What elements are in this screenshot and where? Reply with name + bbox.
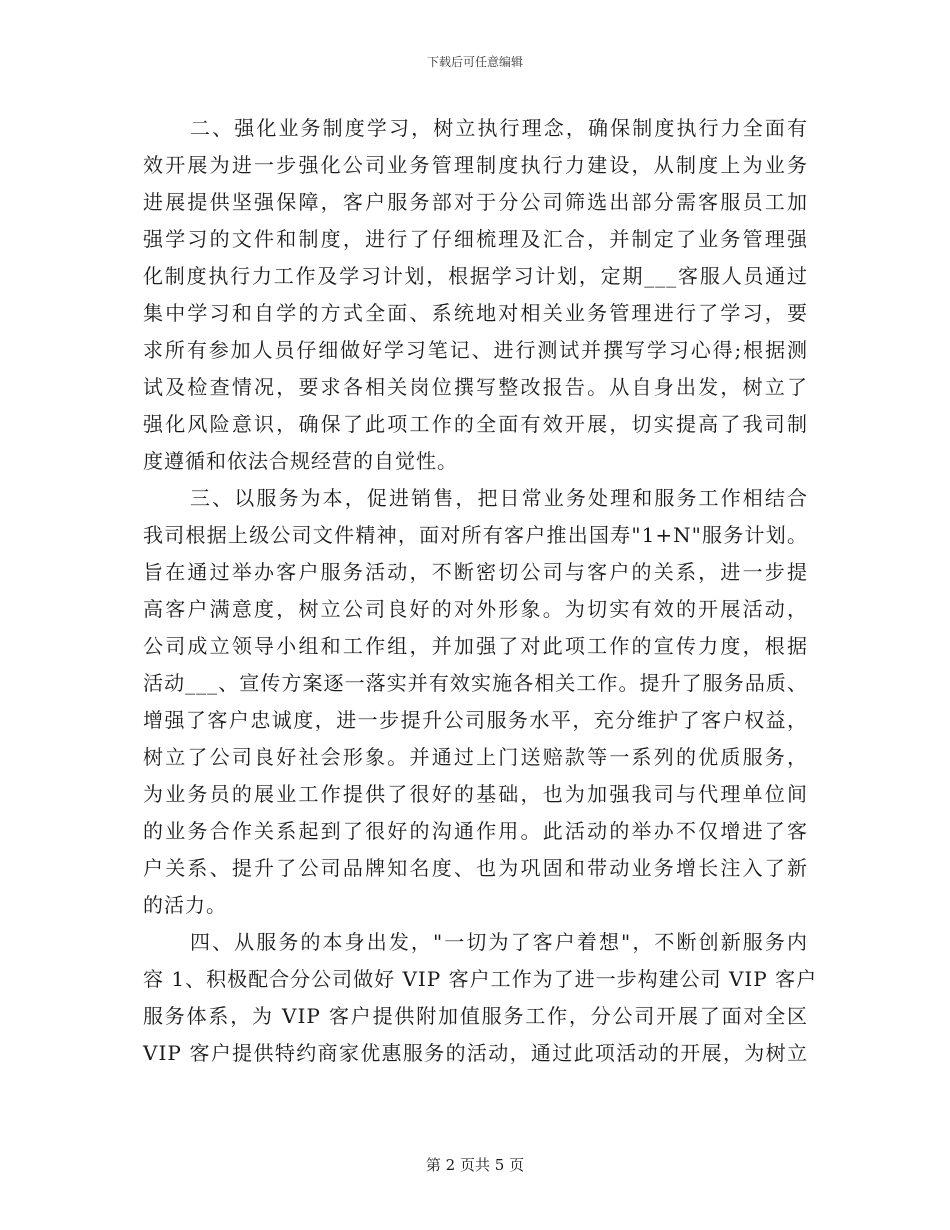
body-line: 二、强化业务制度学习，树立执行理念，确保制度执行力全面有: [190, 116, 808, 140]
body-line: 树立了公司良好社会形象。并通过上门送赔款等一系列的优质服务，: [143, 745, 808, 769]
body-line: 旨在通过举办客户服务活动，不断密切公司与客户的关系，进一步提: [143, 560, 808, 584]
document-body: [143, 110, 818, 1072]
body-line: 增强了客户忠诚度，进一步提升公司服务水平，充分维护了客户权益，: [143, 708, 808, 732]
body-line: 集中学习和自学的方式全面、系统地对相关业务管理进行了学习，要: [143, 301, 808, 325]
body-line: 活动___、宣传方案逐一落实并有效实施各相关工作。提升了服务品质、: [143, 671, 808, 695]
body-line: 为业务员的展业工作提供了很好的基础，也为加强我司与代理单位间: [143, 782, 808, 806]
body-line: 我司根据上级公司文件精神，面对所有客户推出国寿"1+N"服务计划。: [143, 523, 808, 547]
body-line: 公司成立领导小组和工作组，并加强了对此项工作的宣传力度，根据: [143, 634, 808, 658]
header-note: 下载后可任意编辑: [426, 55, 523, 69]
body-line: VIP 客户提供特约商家优惠服务的活动，通过此项活动的开展，为树立: [143, 1041, 808, 1065]
body-line: 服务体系，为 VIP 客户提供附加值服务工作，分公司开展了面对全区: [143, 1004, 808, 1028]
body-line: 的业务合作关系起到了很好的沟通作用。此活动的举办不仅增进了客: [143, 819, 808, 843]
body-line: 试及检查情况，要求各相关岗位撰写整改报告。从自身出发，树立了: [143, 375, 808, 399]
body-line: 求所有参加人员仔细做好学习笔记、进行测试并撰写学习心得;根据测: [143, 338, 808, 362]
body-line: 高客户满意度，树立公司良好的对外形象。为切实有效的开展活动，: [143, 597, 808, 621]
body-line: 三、以服务为本，促进销售，把日常业务处理和服务工作相结合: [190, 486, 808, 510]
paragraph-service-innovation: [143, 924, 818, 1072]
page-number: 第 2 页共 5 页: [425, 1156, 525, 1174]
paragraph-service-sales: [143, 480, 808, 924]
body-line: 度遵循和依法合规经营的自觉性。: [143, 449, 458, 473]
body-line: 户关系、提升了公司品牌知名度、也为巩固和带动业务增长注入了新: [143, 856, 808, 880]
body-line: 效开展为进一步强化公司业务管理制度执行力建设，从制度上为业务: [143, 153, 808, 177]
body-line: 强化风险意识，确保了此项工作的全面有效开展，切实提高了我司制: [143, 412, 808, 436]
body-line: 化制度执行力工作及学习计划，根据学习计划，定期___客服人员通过: [143, 264, 808, 288]
body-line: 的活力。: [143, 893, 227, 917]
body-line: 进展提供坚强保障，客户服务部对于分公司筛选出部分需客服员工加: [143, 190, 808, 214]
body-line: 强学习的文件和制度，进行了仔细梳理及汇合，并制定了业务管理强: [143, 227, 808, 251]
body-line: 四、从服务的本身出发，"一切为了客户着想"，不断创新服务内: [190, 930, 808, 954]
body-line: 容 1、积极配合分公司做好 VIP 客户工作为了进一步构建公司 VIP 客户: [143, 967, 818, 991]
paragraph-service-rules: [143, 110, 808, 480]
